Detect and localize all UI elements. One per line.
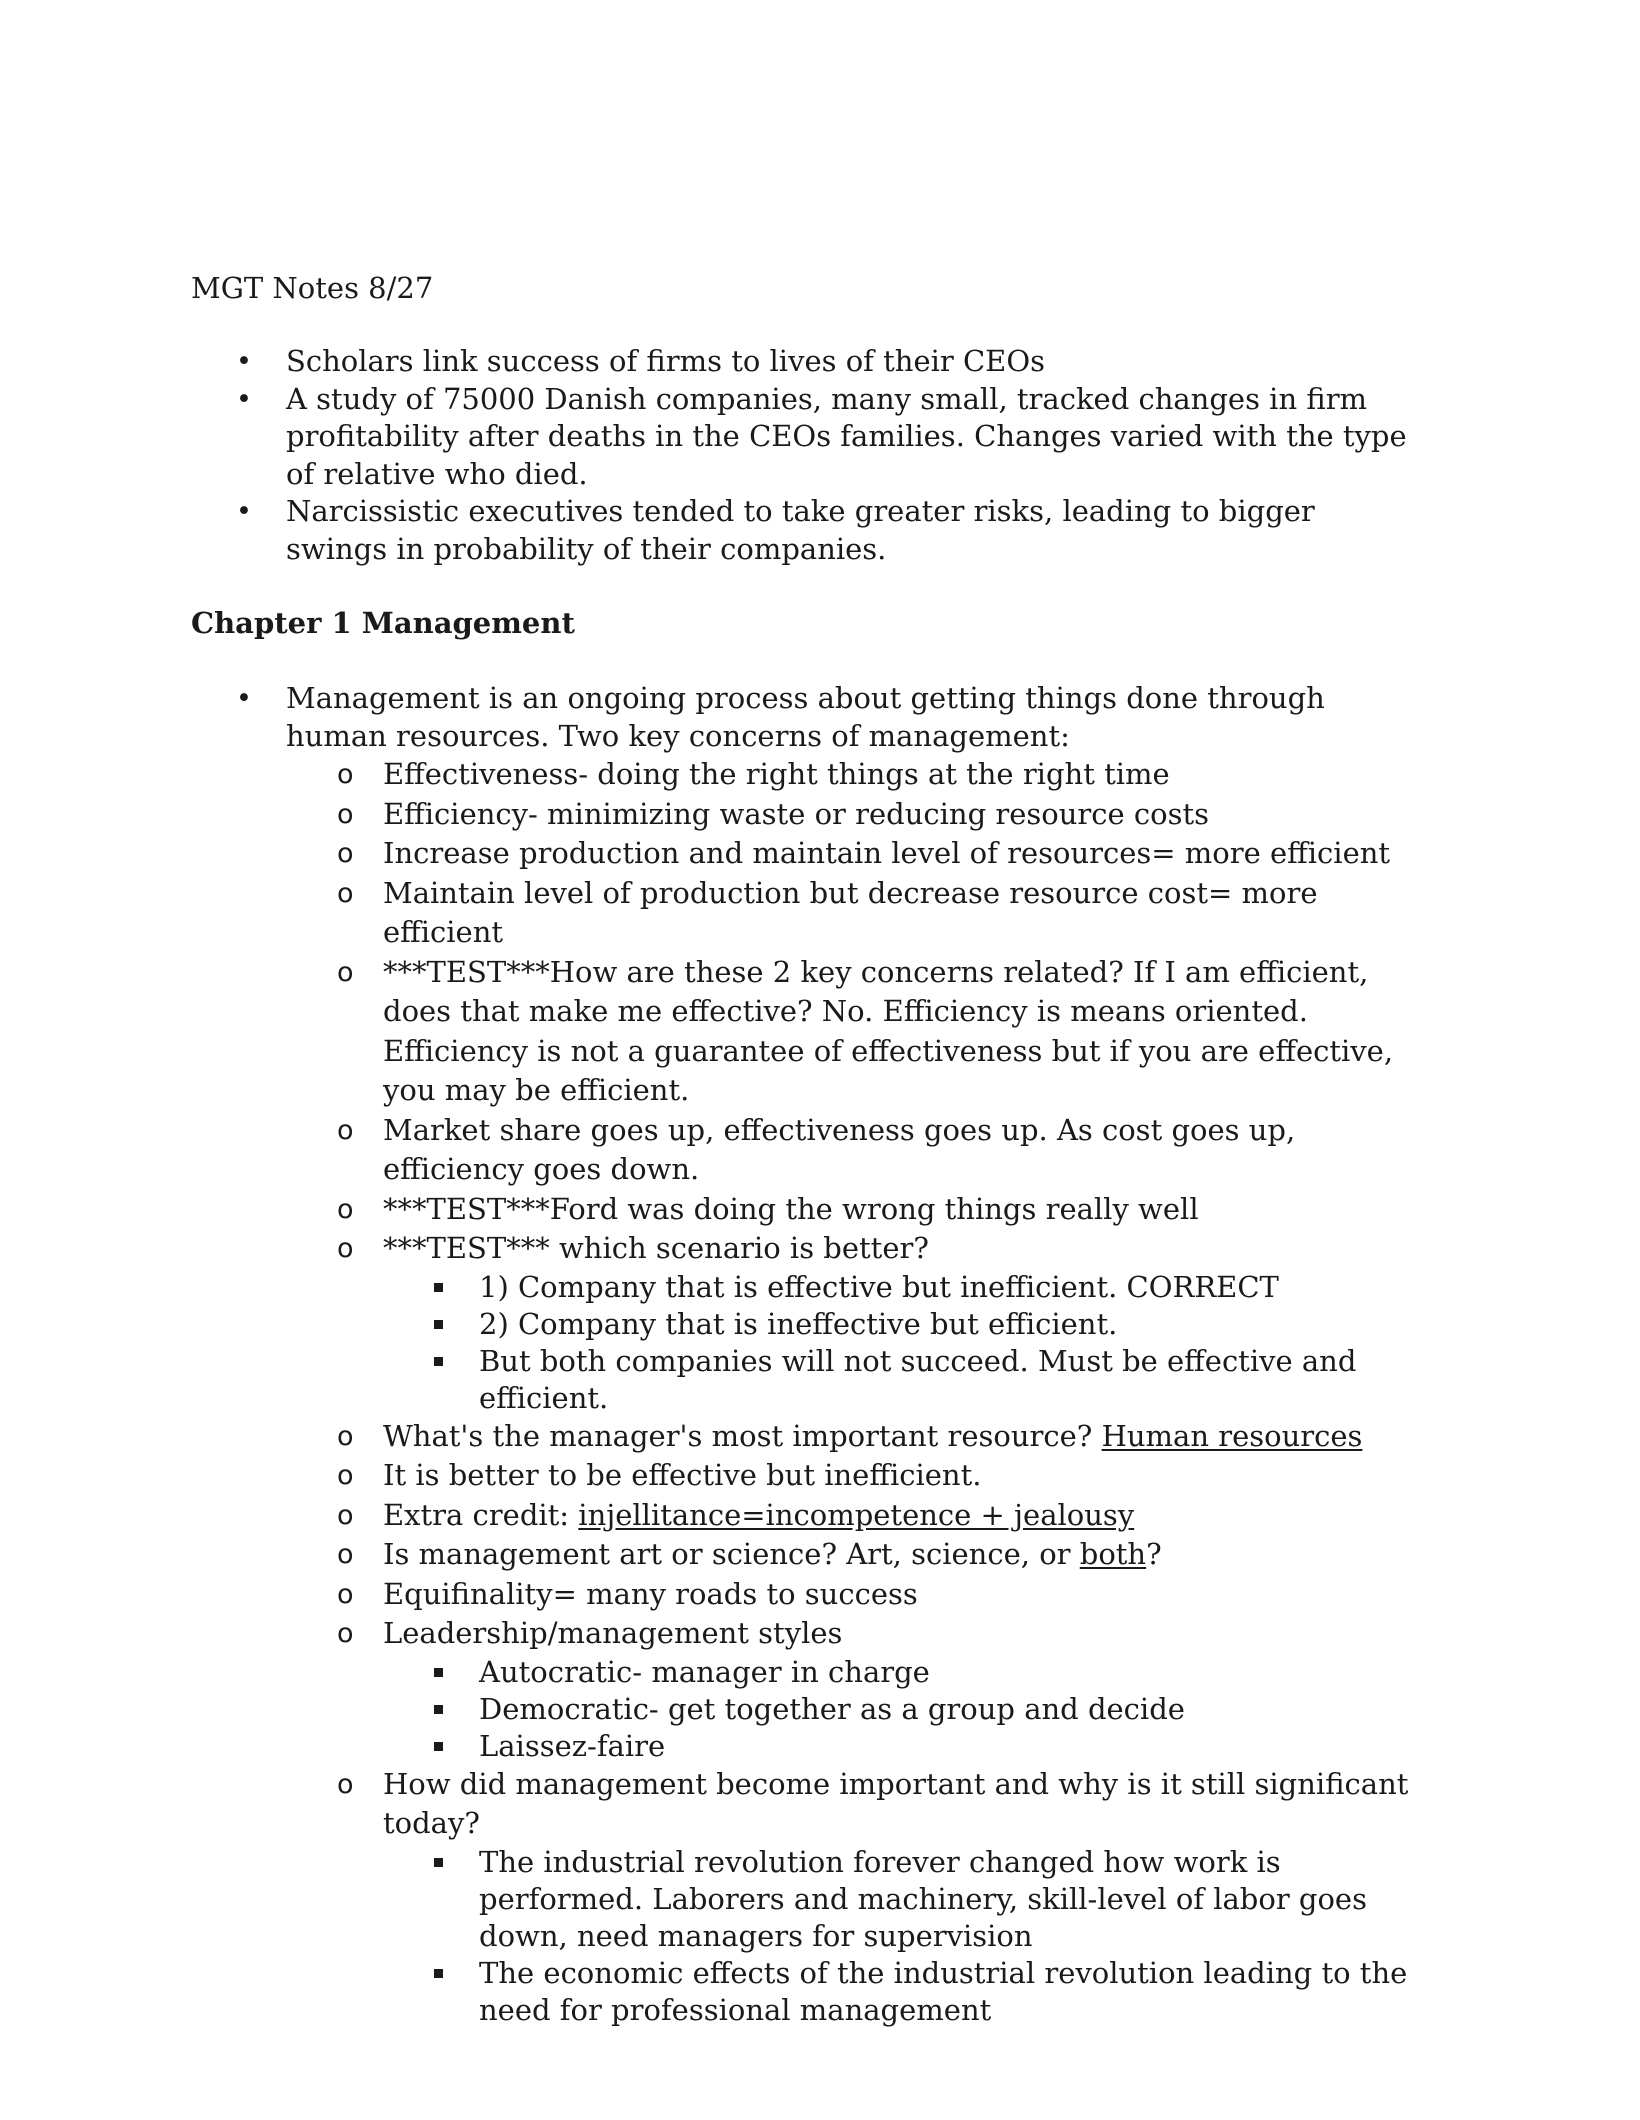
sub-list-item-text: Effectiveness- doing the right things at the right time xyxy=(383,757,1170,791)
bullet-icon: • xyxy=(236,383,252,415)
sub-sub-list-item xyxy=(0,1728,1429,1765)
sub-list-item-text: Increase production and maintain level of resources= more efficient xyxy=(383,836,1391,870)
underlined-answer: both xyxy=(1079,1537,1147,1571)
underlined-answer: injellitance=incompetence + jealousy xyxy=(578,1497,1135,1532)
question-text: What's the manager's most important resource? xyxy=(383,1418,1102,1453)
bullet-icon: • xyxy=(236,683,252,714)
sub-list-item xyxy=(0,795,1433,835)
sub-list-item xyxy=(0,1456,1433,1496)
sub-sub-list-item xyxy=(0,1306,1429,1343)
sub-list-item xyxy=(0,874,1433,953)
sub-sub-list-item xyxy=(0,1955,1429,2029)
sub-list-item xyxy=(0,1575,1433,1615)
sub-sub-list-item-text: The economic effects of the industrial revolution leading to the need for professional management xyxy=(479,1955,1408,2027)
sub-list-item-text: ***TEST*** which scenario is better? xyxy=(383,1231,929,1265)
sub-list-item xyxy=(0,1417,1433,1457)
sub-list-item xyxy=(0,755,1433,795)
sub-list-item xyxy=(0,1229,1433,1269)
sub-sub-list-item xyxy=(0,1269,1429,1306)
circle-bullet-icon: o xyxy=(337,877,354,909)
circle-bullet-icon: o xyxy=(337,838,354,869)
sub-sub-list-item xyxy=(0,1844,1429,1955)
circle-bullet-icon: o xyxy=(337,1768,354,1800)
circle-bullet-icon: o xyxy=(337,956,354,988)
sub-list-item-text: Efficiency- minimizing waste or reducing resource costs xyxy=(383,796,1210,831)
circle-bullet-icon: o xyxy=(337,1420,354,1452)
circle-bullet-icon: o xyxy=(337,1460,354,1491)
circle-bullet-icon: o xyxy=(337,1578,354,1610)
sub-sub-list-item xyxy=(0,1654,1429,1691)
list-item-text: Narcissistic executives tended to take greater risks, leading to bigger swings in probability of their companies. xyxy=(286,494,1315,566)
circle-bullet-icon: o xyxy=(337,759,354,790)
circle-bullet-icon: o xyxy=(337,1114,354,1146)
sub-sub-list-item-text: Laissez-faire xyxy=(479,1728,666,1763)
sub-list-item xyxy=(0,834,1433,874)
question-mark: ? xyxy=(1146,1537,1162,1571)
circle-bullet-icon: o xyxy=(337,1539,354,1570)
square-bullet-icon xyxy=(434,1742,443,1751)
circle-bullet-icon: o xyxy=(337,1193,354,1225)
sub-list-item-text xyxy=(383,1537,1162,1571)
intro-bullet-list xyxy=(0,343,1640,568)
sub-list-item-text xyxy=(383,1419,1362,1453)
square-bullet-icon xyxy=(434,1705,443,1714)
list-item xyxy=(0,493,1416,568)
sub-list-item xyxy=(0,1496,1433,1536)
chapter-bullet-list xyxy=(0,680,1640,2029)
sub-list-item xyxy=(0,953,1433,1111)
sub-list-item-text: Market share goes up, effectiveness goes up. As cost goes up, efficiency goes down. xyxy=(383,1112,1296,1186)
sub-list-item xyxy=(0,1535,1433,1575)
circle-bullet-icon: o xyxy=(337,798,354,830)
square-bullet-icon xyxy=(434,1969,443,1978)
sub-list-item-text: Maintain level of production but decrease resource cost= more efficient xyxy=(383,875,1318,949)
sub-sub-list-item xyxy=(0,1691,1429,1728)
sub-sub-list-item-text: The industrial revolution forever changed how work is performed. Laborers and machinery, skill-level of labor goes down, need managers for supervision xyxy=(479,1844,1367,1953)
sub-list-item xyxy=(0,1765,1433,1844)
sub-list-item xyxy=(0,1190,1433,1230)
bullet-icon: • xyxy=(236,496,252,527)
sub-list-item-text: ***TEST***Ford was doing the wrong things really well xyxy=(383,1191,1199,1226)
list-item xyxy=(0,680,1416,755)
circle-bullet-icon: o xyxy=(337,1499,354,1531)
sub-list-item xyxy=(0,1614,1433,1654)
circle-bullet-icon: o xyxy=(337,1233,354,1264)
sub-sub-list-item-text: 1) Company that is effective but inefficient. CORRECT xyxy=(479,1269,1279,1304)
square-bullet-icon xyxy=(434,1320,443,1329)
sub-sub-list-item-text: But both companies will not succeed. Must be effective and efficient. xyxy=(479,1343,1357,1415)
sub-list-item-text: Leadership/management styles xyxy=(383,1616,843,1650)
list-item xyxy=(0,381,1416,494)
extra-credit-label: Extra credit: xyxy=(383,1497,579,1532)
square-bullet-icon xyxy=(434,1357,443,1366)
sub-list-item-text: It is better to be effective but inefficient. xyxy=(383,1458,982,1492)
sub-list-item xyxy=(0,1111,1433,1190)
sub-list-item-text xyxy=(383,1498,1134,1532)
underlined-answer: Human resources xyxy=(1101,1418,1363,1453)
chapter-heading: Chapter 1 Management xyxy=(191,606,575,640)
sub-sub-list-item-text: 2) Company that is ineffective but efficient. xyxy=(479,1306,1118,1341)
bullet-icon: • xyxy=(236,346,252,377)
sub-list-item-text: Equifinality= many roads to success xyxy=(383,1576,918,1611)
sub-sub-list-item-text: Autocratic- manager in charge xyxy=(479,1654,930,1689)
sub-sub-list-item-text: Democratic- get together as a group and decide xyxy=(479,1691,1185,1726)
question-text: Is management art or science? Art, science, or xyxy=(383,1537,1080,1571)
square-bullet-icon xyxy=(434,1283,443,1292)
circle-bullet-icon: o xyxy=(337,1618,354,1649)
sub-list-item-text: ***TEST***How are these 2 key concerns related? If I am efficient, does that make me effective? No. Efficiency is means oriented. Efficiency is not a guarantee of effectiveness but if you are effective, you may be efficient. xyxy=(383,954,1394,1107)
list-item-text: A study of 75000 Danish companies, many small, tracked changes in firm profitability after deaths in the CEOs families. Changes varied with the type of relative who died. xyxy=(286,381,1407,491)
list-item xyxy=(0,343,1416,381)
square-bullet-icon xyxy=(434,1858,443,1867)
sub-sub-list-item xyxy=(0,1343,1429,1417)
square-bullet-icon xyxy=(434,1668,443,1677)
list-item-text: Scholars link success of firms to lives of their CEOs xyxy=(286,344,1045,378)
document-title: MGT Notes 8/27 xyxy=(191,271,434,305)
list-item-text: Management is an ongoing process about getting things done through human resources. Two key concerns of management: xyxy=(286,681,1325,753)
sub-list-item-text: How did management become important and why is it still significant today? xyxy=(383,1766,1409,1840)
